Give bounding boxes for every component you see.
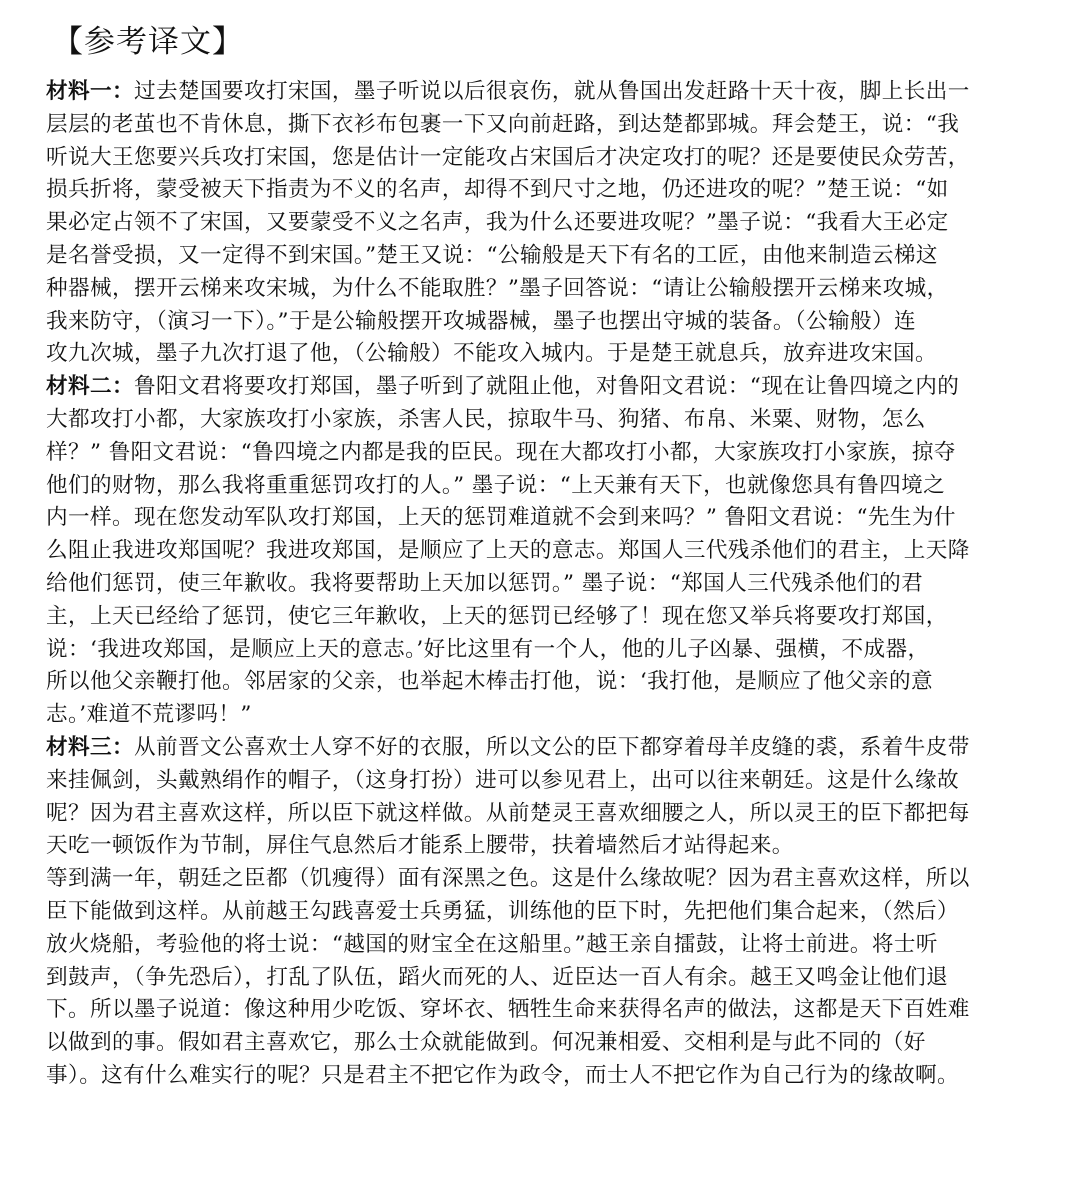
text-line: 果必定占领不了宋国，又要蒙受不义之名声，我为什么还要进攻呢？”墨子说：“我看大王必定 xyxy=(46,210,949,236)
paragraph-material-2 xyxy=(46,371,1052,732)
text-line: 种器械，摆开云梯来攻宋城，为什么不能取胜？”墨子回答说：“请让公输般摆开云梯来攻城， xyxy=(46,275,949,301)
text-line: 所以他父亲鞭打他。邻居家的父亲，也举起木棒击打他，说：‘我打他，是顺应了他父亲的意 xyxy=(46,669,934,695)
text-line: 放火烧船，考验他的将士说：“越国的财宝全在这船里。”越王亲自擂鼓，让将士前进。将士听 xyxy=(46,931,938,957)
text-line xyxy=(46,732,1052,765)
text-line: 以做到的事。假如君主喜欢它，那么士众就能做到。何况兼相爱、交相利是与此不同的（好 xyxy=(46,1030,926,1056)
paragraph-material-1 xyxy=(46,76,1052,371)
text-line: 呢？因为君主喜欢这样，所以臣下就这样做。从前楚灵王喜欢细腰之人，所以灵王的臣下都把每 xyxy=(46,800,970,826)
paragraph-lead: 材料一： xyxy=(46,79,134,104)
text-line: 天吃一顿饭作为节制，屏住气息然后才能系上腰带，扶着墙然后才站得起来。 xyxy=(46,833,794,859)
text-line: 损兵折将，蒙受被天下指责为不义的名声，却得不到尺寸之地，仍还进攻的呢？”楚王说：“如 xyxy=(46,177,949,203)
paragraph-material-3 xyxy=(46,732,1052,1093)
text-line: 攻九次城，墨子九次打退了他，（公输般）不能攻入城内。于是楚王就息兵，放弃进攻宋国。 xyxy=(46,341,937,367)
text-line: 下。所以墨子说道：像这种用少吃饭、穿坏衣、牺牲生命来获得名声的做法，这都是天下百姓难 xyxy=(46,997,970,1023)
line-text: 从前晋文公喜欢士人穿不好的衣服，所以文公的臣下都穿着母羊皮缝的裘，系着牛皮带 xyxy=(133,734,970,760)
text-line: 来挂佩剑，头戴熟绢作的帽子，（这身打扮）进可以参见君上，出可以往来朝廷。这是什么缘故 xyxy=(46,767,959,793)
text-line: 主，上天已经给了惩罚，使它三年歉收，上天的惩罚已经够了！现在您又举兵将要攻打郑国， xyxy=(46,603,948,629)
text-line: 内一样。现在您发动军队攻打郑国，上天的惩罚难道就不会到来吗？” 鲁阳文君说：“先生为什 xyxy=(46,505,956,531)
text-line: 我来防守，（演习一下）。”于是公输般摆开攻城器械，墨子也摆出守城的装备。（公输般）连 xyxy=(46,308,916,334)
text-line: 事）。这有什么难实行的呢？只是君主不把它作为政令，而士人不把它作为自己行为的缘故啊。 xyxy=(46,1062,959,1088)
text-line: 给他们惩罚，使三年歉收。我将要帮助上天加以惩罚。” 墨子说：“郑国人三代残杀他们的君 xyxy=(46,570,924,596)
text-line: 说：‘我进攻郑国，是顺应上天的意志。’好比这里有一个人，他的儿子凶暴、强横，不成器， xyxy=(46,636,930,662)
text-line: 志。’难道不荒谬吗！” xyxy=(46,702,252,728)
text-line: 层层的老茧也不肯休息，撕下衣衫布包裹一下又向前赶路，到达楚都郢城。拜会楚王，说：“我 xyxy=(46,111,960,137)
line-text: 鲁阳文君将要攻打郑国，墨子听到了就阻止他，对鲁阳文君说：“现在让鲁四境之内的 xyxy=(133,374,960,400)
text-line: 他们的财物，那么我将重重惩罚攻打的人。” 墨子说：“上天兼有天下，也就像您具有鲁四境之 xyxy=(46,472,946,498)
document-title: 【参考译文】 xyxy=(52,24,244,60)
text-line: 大都攻打小都，大家族攻打小家族，杀害人民，掠取牛马、狗猪、布帛、米粟、财物，怎么 xyxy=(46,406,926,432)
text-line: 么阻止我进攻郑国呢？我进攻郑国，是顺应了上天的意志。郑国人三代残杀他们的君主，上天降 xyxy=(46,538,970,564)
text-line: 听说大王您要兴兵攻打宋国，您是估计一定能攻占宋国后才决定攻打的呢？还是要使民众劳苦， xyxy=(46,144,970,170)
text-line xyxy=(46,76,1052,109)
text-line: 到鼓声，（争先恐后），打乱了队伍，蹈火而死的人、近臣达一百人有余。越王又鸣金让他们退 xyxy=(46,964,949,990)
text-line xyxy=(46,371,1052,404)
paragraph-lead: 材料三： xyxy=(46,734,134,760)
line-text: 过去楚国要攻打宋国，墨子听说以后很哀伤，就从鲁国出发赶路十天十夜，脚上长出一 xyxy=(133,79,970,104)
text-line: 等到满一年，朝廷之臣都（饥瘦得）面有深黑之色。这是什么缘故呢？因为君主喜欢这样，所以 xyxy=(46,866,970,892)
paragraph-lead: 材料二： xyxy=(46,374,134,400)
text-line: 样？” 鲁阳文君说：“鲁四境之内都是我的臣民。现在大都攻打小都，大家族攻打小家族，掠夺 xyxy=(46,439,956,465)
text-line: 臣下能做到这样。从前越王勾践喜爱士兵勇猛，训练他的臣下时，先把他们集合起来，（然后） xyxy=(46,898,959,924)
text-line: 是名誉受损，又一定得不到宋国。”楚王又说：“公输般是天下有名的工匠，由他来制造云梯这 xyxy=(46,242,938,268)
